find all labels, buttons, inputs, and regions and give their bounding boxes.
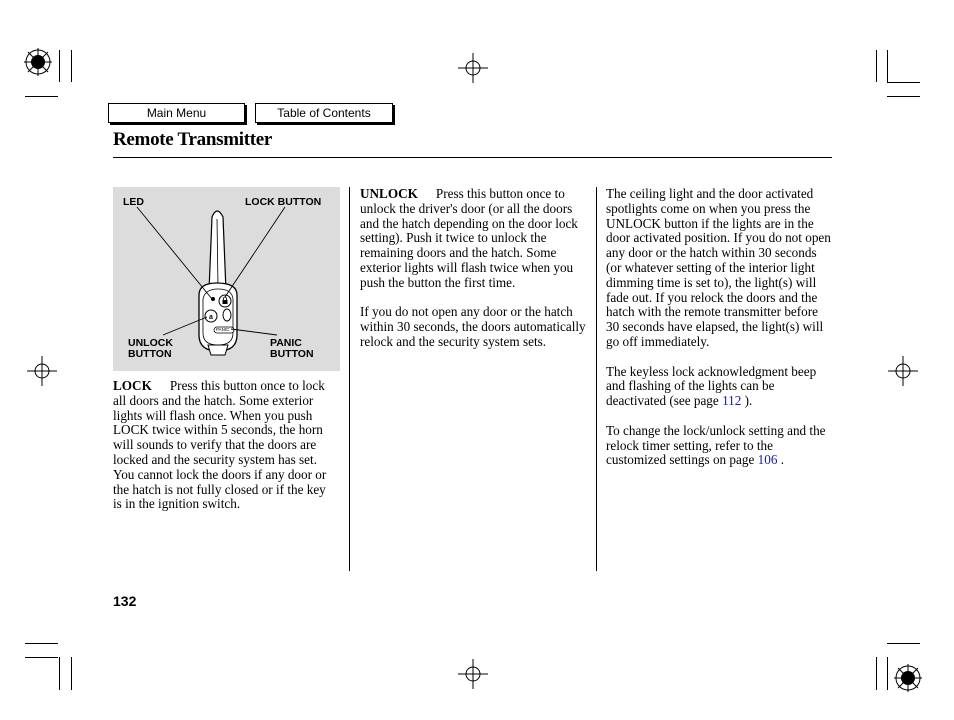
unlock-heading: UNLOCK	[360, 186, 418, 201]
title-divider	[113, 157, 832, 158]
figure-label-panic-button: PANIC BUTTON	[270, 337, 314, 360]
unlock-section	[360, 187, 586, 365]
lock-description: Press this button once to lock all doors and the hatch. Some exterior lights will flash once. When you push LOCK twice within 5 seconds, the horn will sounds to verify that the doors are locked and the security system has set. You cannot lock the doors if any door or the hatch is not fully closed or if the key is in the ignition switch.	[113, 378, 327, 512]
registration-target-icon	[894, 664, 922, 692]
main-menu-button[interactable]: Main Menu	[108, 103, 245, 123]
crosshair-mark-icon	[458, 659, 488, 689]
page-number: 132	[113, 593, 137, 609]
page-title: Remote Transmitter	[113, 129, 273, 150]
column-divider	[349, 187, 350, 571]
table-of-contents-button[interactable]: Table of Contents	[255, 103, 393, 123]
page-106-link[interactable]: 106	[757, 452, 778, 468]
fob-panic-text: PANIC	[216, 327, 230, 332]
crosshair-mark-icon	[27, 356, 57, 386]
lights-section	[606, 187, 834, 483]
figure-label-led: LED	[123, 196, 144, 208]
crosshair-mark-icon	[888, 356, 918, 386]
unlock-description: Press this button once to unlock the driver's door (or all the doors and the hatch depending on the door lock setting). Push it twice to unlock the remaining doors and the hatch. Some exterior lights will flash twice when you push the button the first time.	[360, 186, 578, 290]
crosshair-mark-icon	[458, 53, 488, 83]
lock-section	[113, 379, 337, 527]
remote-transmitter-figure	[113, 187, 340, 371]
acknowledgment-paragraph: The keyless lock acknowledgment beep and flashing of the lights can be deactivated (see page 112 ).	[606, 363, 817, 409]
lock-heading: LOCK	[113, 378, 152, 393]
column-divider	[596, 187, 597, 571]
figure-label-unlock-button: UNLOCK BUTTON	[128, 337, 173, 360]
page-112-link[interactable]: 112	[722, 393, 742, 409]
registration-target-icon	[24, 48, 52, 76]
relock-description: If you do not open any door or the hatch within 30 seconds, the doors automatically relock and the security system sets.	[360, 304, 586, 349]
figure-label-lock-button: LOCK BUTTON	[245, 196, 322, 208]
customized-settings-paragraph: To change the lock/unlock setting and the relock timer setting, refer to the customized settings on page 106 .	[606, 422, 826, 468]
interior-light-description: The ceiling light and the door activated spotlights come on when you press the UNLOCK button if the lights are in the door activated position. If you do not open any door or the hatch within 30 seconds (or whatever setting of the interior light dimming time is set to), the light(s) will fade out. If you relock the doors and the hatch with the remote transmitter before 30 seconds have elapsed, the light(s) will go off immediately.	[606, 186, 831, 349]
svg-text:a: a	[209, 314, 213, 321]
